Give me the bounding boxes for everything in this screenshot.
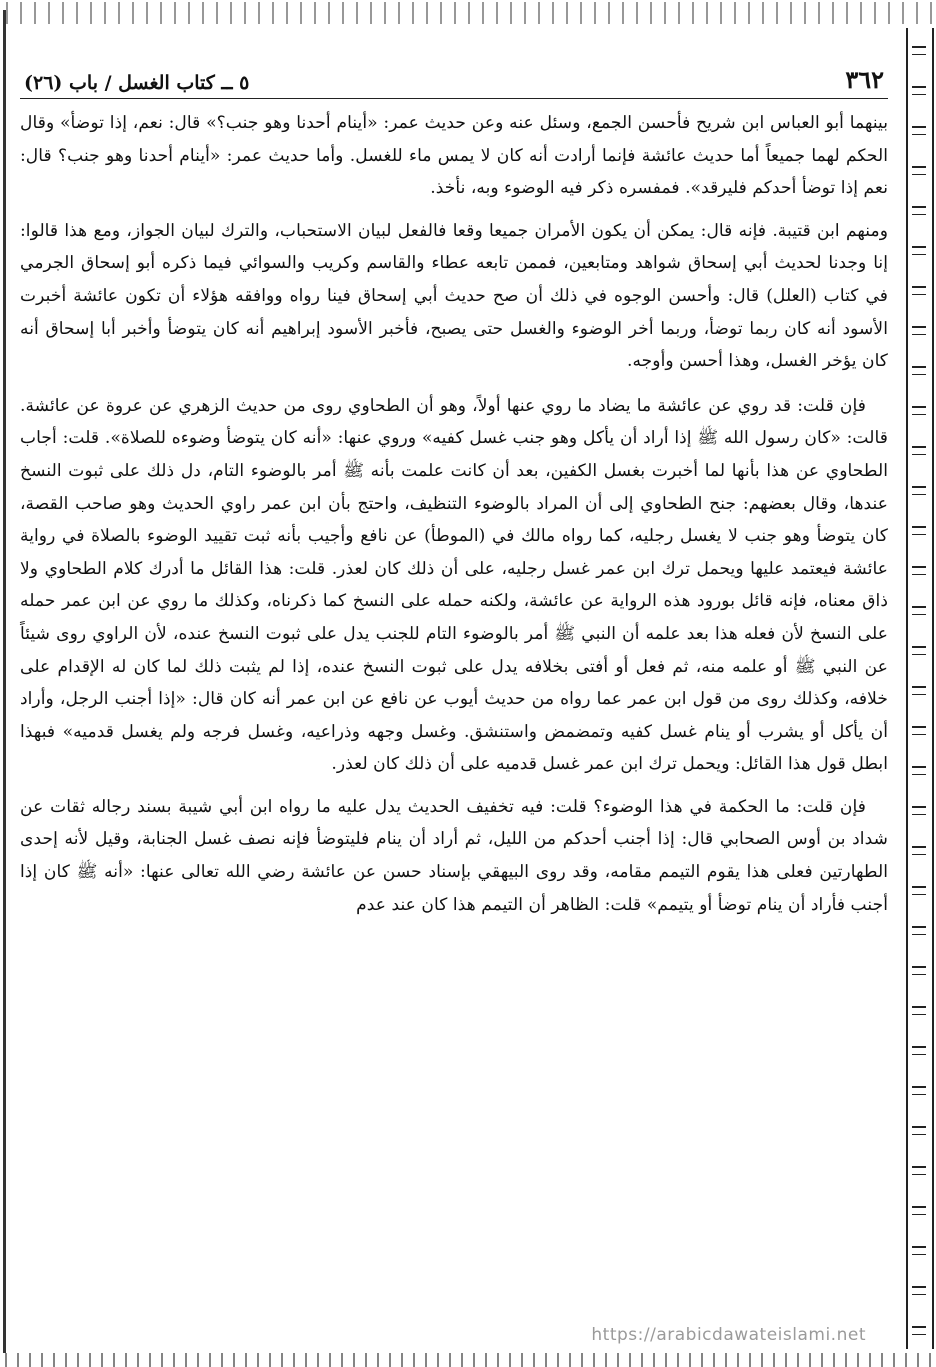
paragraph-3: فإن قلت: قد روي عن عائشة ما يضاد ما روي عنها أولاً، وهو أن الطحاوي روى من حديث الزهري عن عروة عن عائشة. قالت: «كان رسول الله ﷺ إذا أراد أن يأكل وهو جنب غسل كفيه» وروي عنها: «أنه كان يتوضأ وضوءه للصلاة». قلت: أجاب الطحاوي عن هذا بأنها لما أخبرت بغسل الكفين، بعد أن كانت علمت بأنه ﷺ أمر بالوضوء التام، دل ذلك على ثبوت النسخ عندها، وقال بعضهم: جنح الطحاوي إلى أن المراد بالوضوء التنظيف، واحتج بأن ابن عمر راوي الحديث وهو صاحب القصة، كان يتوضأ وهو جنب لا يغسل رجليه، كما رواه مالك في (الموطأ) عن نافع وأجيب بأنه ثبت تقييد الوضوء بالصلاة في رواية عائشة فيعتمد عليها ويحمل ترك ابن عمر غسل رجليه، على أن ذلك كان لعذر. قلت: هذا القائل ما أدرك كلام الطحاوي ولا ذاق معناه، فإنه قائل بورود هذه الرواية عن عائشة، ولكنه حمله على النسخ كما ذكرناه، وكذلك ما روي عن ابن عمر حمله على النسخ لأن فعله هذا بعد علمه أن النبي ﷺ أمر بالوضوء التام للجنب يدل على ثبوت النسخ عنده، لأن الراوي روى شيئاً عن النبي ﷺ أو علمه منه، ثم فعل أو أفتى بخلافه يدل على ثبوت النسخ عنده، إذا لم يثبت ذلك لما كان له الإقدام على خلافه، وكذلك روى من قول ابن عمر عما رواه من حديث أيوب عن نافع عن ابن عمر أنه كان قال: «إذا أجنب الرجل، وأراد أن يأكل أو يشرب أو ينام غسل كفيه وتمضمض واستنشق. وغسل وجهه وذراعيه، وغسل فرجه ولم يغسل قدميه» فبهذا ابطل قول هذا القائل: ويحمل ترك ابن عمر غسل قدميه على أن ذلك كان لعذر.	[20, 395, 888, 775]
page-body	[20, 107, 888, 921]
right-border-ornament	[906, 28, 930, 1349]
running-head: ٥ ــ كتاب الغسل / باب (٢٦)	[24, 72, 250, 94]
page-header	[20, 62, 888, 99]
bottom-border-ornament	[0, 1353, 936, 1367]
top-border-ornament	[0, 2, 936, 24]
chain-ornament	[912, 28, 926, 1349]
paragraph-2: ومنهم ابن قتيبة. فإنه قال: يمكن أن يكون الأمران جميعا وقعا فالفعل لبيان الاستحباب، والترك لبيان الجواز، ومع هذا قالوا: إنا وجدنا لحديث أبي إسحاق شواهد ومتابعين، فممن تابعه عطاء والقاسم وكريب والسوائي فيما ذكره أبو إسحاق الجرمي في كتاب (العلل) قال: وأحسن الوجوه في ذلك أن صح حديث أبي إسحاق فينا رواه ووافقه هؤلاء أن تكون عائشة أخبرت الأسود أنه كان ربما توضأ، وربما أخر الوضوء والغسل حتى يصبح، فأخبر الأسود إبراهيم أنه كان يتوضأ وأخبر أبا إسحاق أنه كان يؤخر الغسل، وهذا أحسن وأوجه.	[20, 220, 888, 372]
watermark-url: https://arabicdawateislami.net	[591, 1325, 866, 1345]
outer-border-line	[932, 28, 934, 1349]
paragraph-4: فإن قلت: ما الحكمة في هذا الوضوء؟ قلت: فيه تخفيف الحديث يدل عليه ما رواه ابن أبي شيبة بسند رجاله ثقات عن شداد بن أوس الصحابي قال: إذا أجنب أحدكم من الليل، ثم أراد أن ينام فليتوضأ فإنه نصف غسل الجنابة، وقيل لأنه إحدى الطهارتين فعلى هذا يقوم التيمم مقامه، وقد روى البيهقي بإسناد حسن عن عائشة رضي الله تعالى عنها: «أنه ﷺ كان إذا أجنب فأراد أن ينام توضأ أو يتيمم» قلت: الظاهر أن التيمم هذا كان عند عدم	[20, 796, 888, 915]
left-border-line	[3, 10, 6, 1353]
page-number: ٣٦٢	[845, 65, 884, 94]
paragraph-1: بينهما أبو العباس ابن شريح فأحسن الجمع، وسئل عنه وعن حديث عمر: «أينام أحدنا وهو جنب؟» قال: نعم، إذا توضأ» وقال الحكم لهما جميعاً أما حديث عائشة فإنما أرادت أنه كان لا يمس ماء للغسل. وأما حديث عمر: «أينام أحدنا وهو جنب؟ قال: نعم إذا توضأ أحدكم فليرقد». فمفسره ذكر فيه الوضوء وبه، نأخذ.	[20, 113, 888, 199]
book-page	[20, 62, 888, 1337]
